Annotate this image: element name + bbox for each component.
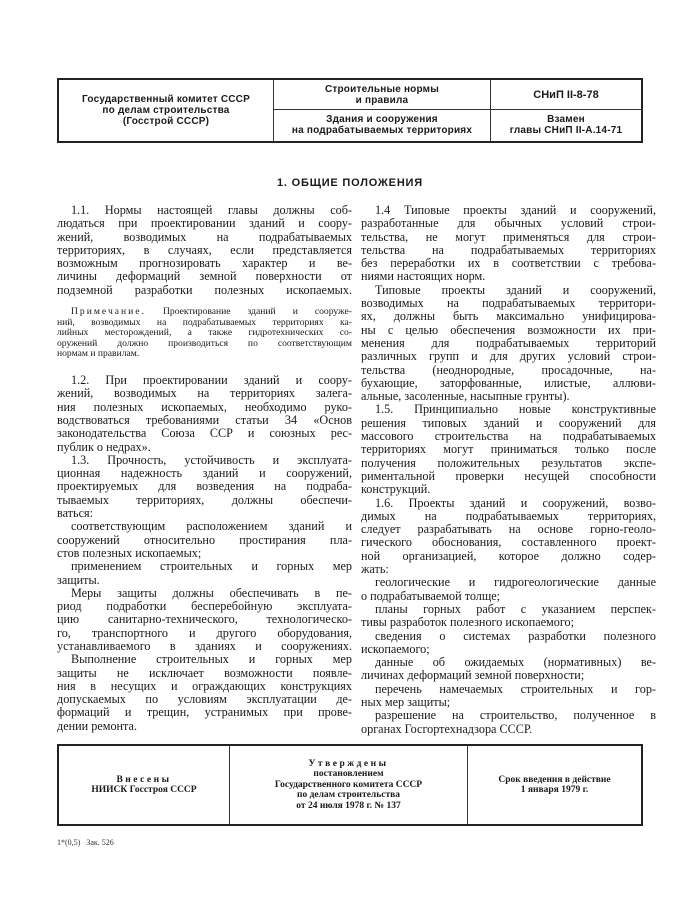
approved-line: постановлением — [313, 769, 384, 780]
text-line: публик о недрах». — [57, 439, 151, 454]
note-line: лийных месторождений, а также гидротехнических со- — [57, 327, 352, 339]
text-line: без переработки их в соответствии с требова- — [361, 256, 656, 271]
text-line: ния в несущих и ограждающих конструкциях — [57, 678, 352, 693]
paragraph-1-4 — [361, 204, 656, 284]
paragraph-1-1 — [57, 204, 352, 297]
text-line: применением строительных и горных мер — [71, 559, 352, 574]
list-item — [361, 603, 656, 630]
text-line: ционная надежность зданий и сооружений, — [57, 466, 352, 481]
text-line: ния полезных ископаемых, необходимо руко- — [57, 399, 352, 414]
text-line: тельства, не могут применяться для строи- — [361, 229, 656, 244]
approved-label: Утверждены — [308, 758, 389, 769]
text-line: формаций и трещин, устранимых при прове- — [57, 705, 352, 720]
text-line: соответствующим расположением зданий и — [71, 519, 352, 534]
doc-type — [274, 80, 490, 110]
doc-title — [274, 109, 490, 141]
doc-title-line: Здания и сооружения — [326, 114, 438, 125]
doc-code — [491, 80, 641, 110]
text-line: риментальной проверки несущей способности — [361, 468, 656, 483]
text-line: сооружений относительно простирания пла- — [57, 532, 352, 547]
text-line: подземной разработки полезных ископаемых. — [57, 282, 352, 297]
text-line: устанавливаемого в зданиях и сооружениях. — [57, 638, 352, 653]
text-line: ной организацией, которое должно содер- — [361, 548, 656, 563]
text-line: димых на подрабатываемых территориях, — [361, 508, 656, 523]
text-line: менения для подрабатываемых территорий — [361, 335, 656, 350]
list-item — [361, 656, 656, 683]
text-line: Выполнение строительных и горных мер — [71, 652, 352, 667]
text-line: следует разрабатывать на основе горно-геоло- — [361, 522, 656, 537]
list-item — [361, 630, 656, 657]
introduced-cell — [59, 746, 230, 824]
text-line: жений, возводимых на подрабатываемых — [57, 229, 352, 244]
doc-code-text: СНиП II-8-78 — [533, 88, 599, 101]
text-line: территориях, в случаях, если представляется — [57, 242, 352, 257]
text-line: гического обоснования, составленного проект- — [361, 535, 656, 550]
doc-type-line: и правила — [355, 94, 409, 106]
note-line: Проектирование зданий и сооруже- — [162, 306, 352, 318]
note — [57, 307, 352, 360]
text-line: 1.3. Прочность, устойчивость и эксплуата- — [71, 452, 352, 467]
note-label: Примечание. — [71, 306, 146, 318]
paragraph-1-5 — [361, 403, 656, 496]
paragraph-execution — [57, 653, 352, 733]
note-line: ний, возводимых на подрабатываемых территориях ка- — [57, 316, 352, 328]
text-line: 1.5. Принципиально новые конструктивные — [375, 402, 656, 417]
text-line: водствоваться требованиями статьи 34 «Основ — [57, 412, 352, 427]
text-line: жений, возводимых на территориях залега- — [57, 386, 352, 401]
organization-line: по делам строительства — [102, 105, 230, 116]
approved-line: по делам строительства — [296, 790, 401, 801]
doc-title-line: на подрабатываемых территориях — [291, 125, 473, 136]
organization-cell — [59, 80, 274, 141]
text-line: 1.6. Проекты зданий и сооружений, возво- — [375, 495, 656, 510]
text-line: жать: — [361, 562, 389, 577]
text-line: территориях могут приниматься только после — [361, 442, 656, 457]
text-line: цию санитарно-технического, технологическо- — [57, 612, 352, 627]
text-line: перечень намечаемых строительных и гор- — [375, 681, 656, 696]
text-line: 1.4 Типовые проекты зданий и сооружений, — [375, 203, 656, 217]
approved-line: Государственного комитета СССР — [274, 779, 423, 790]
text-line: массового строительства на подрабатываемых — [361, 429, 656, 444]
text-line: Типовые проекты зданий и сооружений, — [375, 282, 656, 297]
requirements-list — [361, 576, 656, 736]
text-line: ниями настоящих норм. — [361, 269, 486, 284]
paragraph-measures — [57, 587, 352, 653]
section-title: 1. ОБЩИЕ ПОЛОЖЕНИЯ — [277, 177, 423, 189]
effective-line: Срок введения в действие — [498, 774, 611, 785]
paragraph-1-3 — [57, 454, 352, 587]
text-line: получения положительных результатов экспе- — [361, 455, 656, 470]
text-line: ископаемого; — [361, 641, 430, 656]
left-column — [57, 204, 352, 733]
footer-table — [57, 744, 643, 826]
doc-code-cell — [491, 80, 641, 141]
text-line: тельства (неоднородные, просадочные, на- — [361, 362, 656, 377]
text-line: защиты. — [57, 572, 100, 587]
text-line: допускаемых по условиям эксплуатации де- — [57, 692, 352, 707]
text-line: ны с целью обеспечения возможности их при- — [361, 322, 656, 337]
text-line: разработанные для обычных условий строи- — [361, 216, 656, 231]
text-line: личины деформаций земной поверхности от — [57, 269, 352, 284]
text-line: бухающие, заторфованные, илистые, аллюви- — [361, 375, 656, 390]
text-line: разрешение на строительство, полученное в — [375, 708, 656, 723]
text-line: тельства на подрабатываемых территориях — [361, 242, 656, 257]
introduced-label: Внесены — [116, 774, 172, 785]
text-line: защиты не исключает возможности появле- — [57, 665, 352, 680]
text-line: ях, должны быть максимально унифицирова- — [361, 309, 656, 324]
replaces-line: главы СНиП II-А.14-71 — [509, 125, 623, 136]
approved-cell — [230, 746, 468, 824]
right-column — [361, 204, 656, 736]
text-line: органах Госгортехнадзора СССР. — [361, 721, 533, 736]
text-line: сведения о системах разработки полезного — [375, 628, 656, 643]
text-line: решения типовых зданий и сооружений для — [361, 415, 656, 430]
header-table — [57, 78, 643, 143]
organization-line: (Госстрой СССР) — [122, 116, 210, 127]
replaces-line: Взамен — [547, 114, 585, 125]
text-line: риод подработки бесперебойную эксплуата- — [57, 599, 352, 614]
text-line: ваться: — [57, 506, 93, 521]
paragraph-typical — [361, 284, 656, 404]
list-item — [361, 576, 656, 603]
note-line: оружений должно производиться по соответствующим — [57, 337, 352, 349]
paragraph-1-2 — [57, 374, 352, 454]
text-line: конструкций. — [361, 482, 431, 497]
paragraph-1-6 — [361, 497, 656, 577]
text-line: личинах деформаций земной поверхности; — [361, 668, 585, 683]
text-line: стов полезных ископаемых; — [57, 545, 202, 560]
text-line: планы горных работ с указанием перспек- — [375, 601, 656, 616]
text-line: проектируемых для возведения на подраба- — [57, 479, 352, 494]
note-line: нормам и правилам. — [57, 348, 140, 360]
text-line: законодательства Союза ССР и союзных рес- — [57, 426, 352, 441]
text-line: людаться при проектировании зданий и соору- — [57, 216, 352, 231]
effective-date-cell — [468, 746, 641, 824]
text-line: возводимых на подрабатываемых территори- — [361, 296, 656, 311]
list-item — [361, 709, 656, 736]
text-line: 1.1. Нормы настоящей главы должны соб- — [71, 203, 352, 217]
text-line: Меры защиты должны обеспечивать в пе- — [71, 585, 352, 600]
text-line: возможным прогнозировать характер и ве- — [57, 256, 352, 271]
doc-info-cell — [274, 80, 491, 141]
introduced-by: НИИСК Госстроя СССР — [91, 785, 197, 795]
print-imprint: 1*(0,5) Зак. 526 — [57, 838, 114, 847]
approved-line: от 24 июля 1978 г. № 137 — [296, 800, 401, 811]
text-line: тивы разработок полезного ископаемого; — [361, 615, 575, 630]
text-line: дении ремонта. — [57, 718, 137, 733]
effective-line: 1 января 1979 г. — [520, 785, 589, 795]
text-line: о подрабатываемой толще; — [361, 588, 501, 603]
doc-type-line: Строительные нормы — [324, 83, 440, 95]
text-line: тываемых территориях, должны обеспечи- — [57, 492, 352, 507]
text-line: геологические и гидрогеологические данные — [375, 575, 656, 590]
replaces — [491, 109, 641, 141]
text-line: 1.2. При проектировании зданий и соору- — [71, 373, 352, 388]
text-line: различных групп и для других условий строи- — [361, 349, 656, 364]
text-line: данные об ожидаемых (нормативных) ве- — [375, 655, 656, 670]
organization-line: Государственный комитет СССР — [82, 94, 250, 105]
text-line: альные, засоленные, насыпные грунты). — [361, 389, 570, 404]
text-line: ных мер защиты; — [361, 694, 451, 709]
list-item — [361, 683, 656, 710]
text-line: го, транспортного и другого оборудования, — [57, 625, 352, 640]
